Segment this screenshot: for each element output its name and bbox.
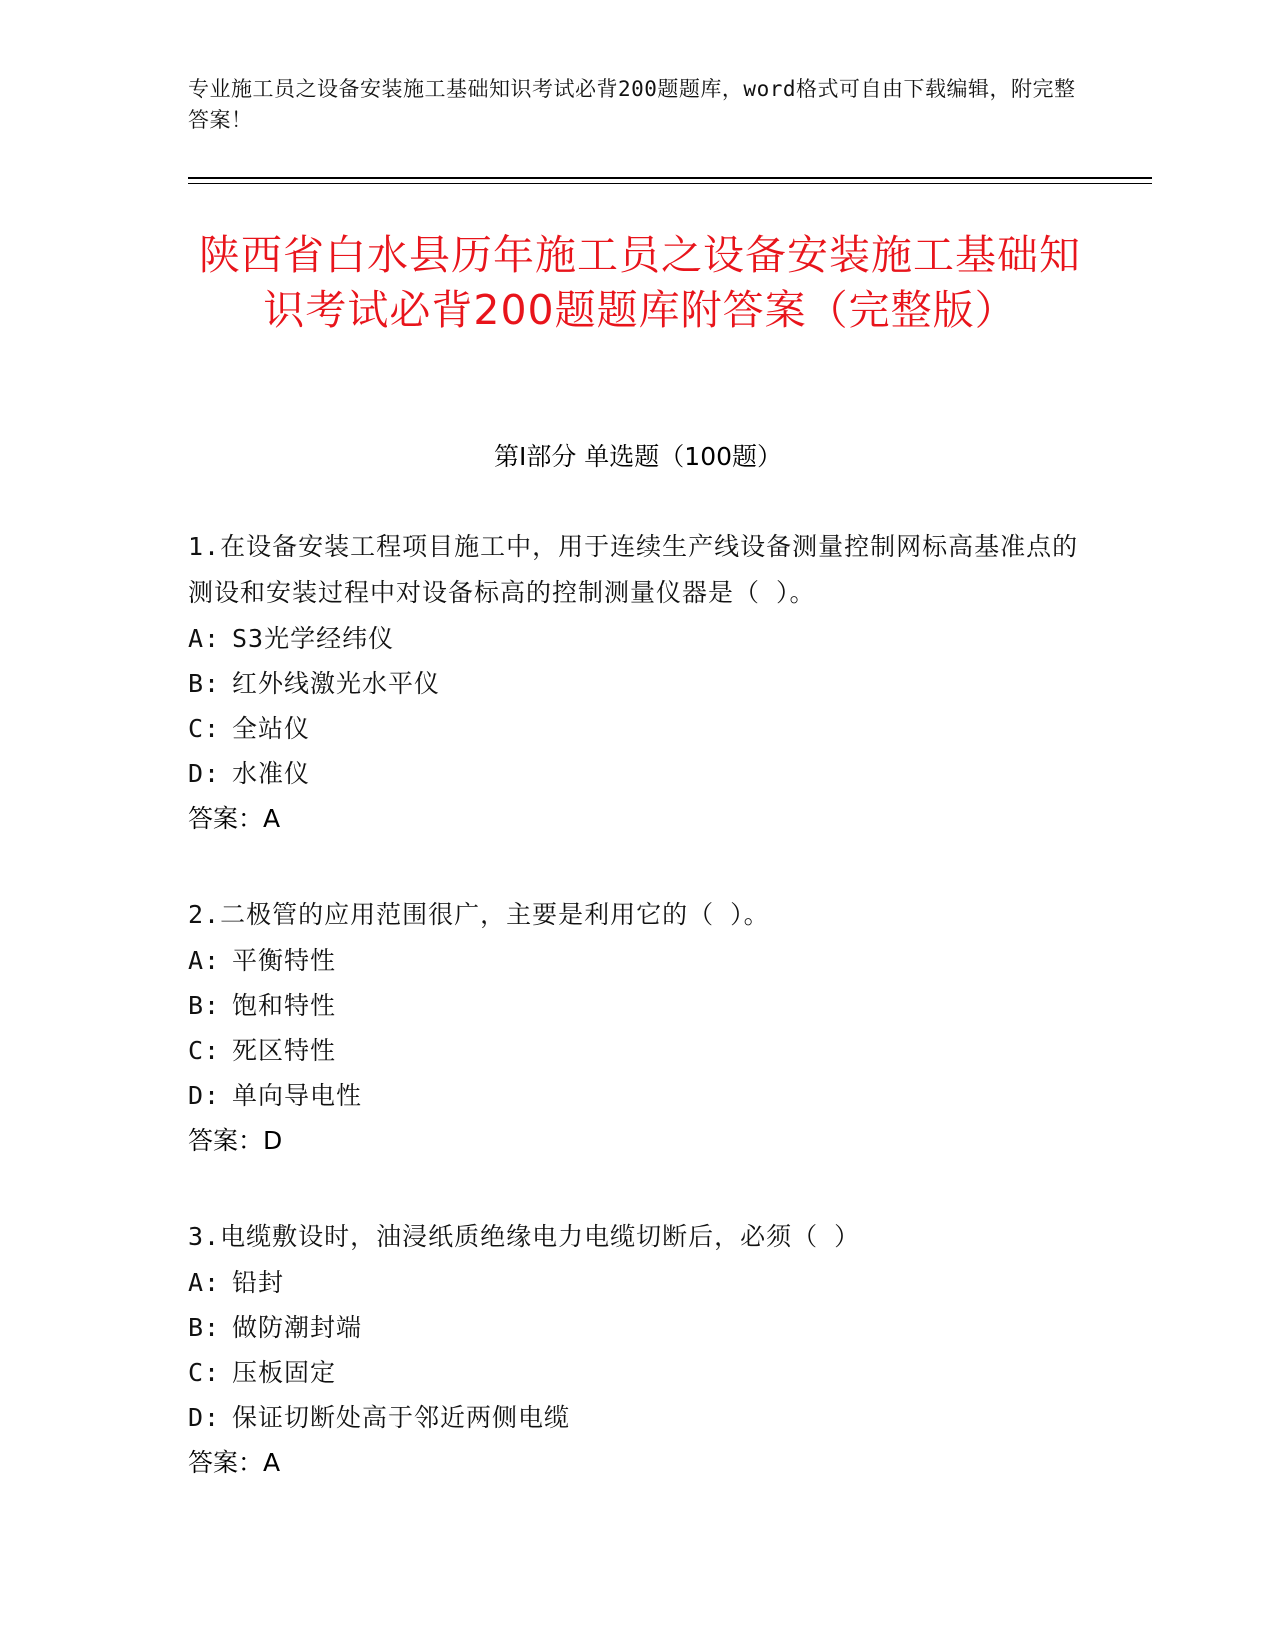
option-d xyxy=(188,1395,1088,1440)
option-text: S3光学经纬仪 xyxy=(232,624,395,653)
option-d xyxy=(188,1073,1088,1118)
option-letter: A: xyxy=(188,624,221,653)
option-text: 做防潮封端 xyxy=(232,1313,363,1342)
question-2 xyxy=(188,892,1088,1164)
header-note: 专业施工员之设备安装施工基础知识考试必背200题题库，word格式可自由下载编辑，附完整答案！ xyxy=(188,77,1076,132)
option-letter: B: xyxy=(188,669,221,698)
question-text: 1.在设备安装工程项目施工中，用于连续生产线设备测量控制网标高基准点的测设和安装过程中对设备标高的控制测量仪器是（ ）。 xyxy=(188,532,1079,607)
option-letter: D: xyxy=(188,759,221,788)
option-b xyxy=(188,661,1088,706)
question-text: 3.电缆敷设时，油浸纸质绝缘电力电缆切断后，必须（ ） xyxy=(188,1222,861,1251)
question-1 xyxy=(188,524,1088,842)
option-text: 全站仪 xyxy=(232,714,311,743)
option-letter: C: xyxy=(188,714,221,743)
option-text: 水准仪 xyxy=(232,759,311,788)
option-text: 平衡特性 xyxy=(232,946,337,975)
option-b xyxy=(188,1305,1088,1350)
answer-line: 答案：A xyxy=(188,804,281,833)
option-a xyxy=(188,938,1088,983)
question-list xyxy=(188,524,1088,1536)
document-title: 陕西省白水县历年施工员之设备安装施工基础知识考试必背200题题库附答案（完整版） xyxy=(199,231,1081,334)
option-letter: A: xyxy=(188,946,221,975)
option-text: 死区特性 xyxy=(232,1036,337,1065)
option-a xyxy=(188,616,1088,661)
option-text: 单向导电性 xyxy=(232,1081,363,1110)
option-c xyxy=(188,706,1088,751)
option-letter: A: xyxy=(188,1268,221,1297)
option-letter: D: xyxy=(188,1081,221,1110)
option-c xyxy=(188,1028,1088,1073)
option-c xyxy=(188,1350,1088,1395)
answer-line: 答案：A xyxy=(188,1448,281,1477)
option-text: 铅封 xyxy=(232,1268,285,1297)
option-letter: B: xyxy=(188,991,221,1020)
header-divider-thin xyxy=(188,183,1152,184)
option-text: 压板固定 xyxy=(232,1358,337,1387)
option-a xyxy=(188,1260,1088,1305)
option-letter: C: xyxy=(188,1036,221,1065)
option-letter: B: xyxy=(188,1313,221,1342)
option-text: 饱和特性 xyxy=(232,991,337,1020)
option-letter: D: xyxy=(188,1403,221,1432)
option-d xyxy=(188,751,1088,796)
section-heading: 第Ⅰ部分 单选题（100题） xyxy=(493,442,783,471)
option-b xyxy=(188,983,1088,1028)
option-text: 保证切断处高于邻近两侧电缆 xyxy=(232,1403,571,1432)
option-text: 红外线激光水平仪 xyxy=(232,669,441,698)
question-text: 2.二极管的应用范围很广，主要是利用它的（ ）。 xyxy=(188,900,770,929)
header-divider-thick xyxy=(188,177,1152,179)
option-letter: C: xyxy=(188,1358,221,1387)
answer-line: 答案：D xyxy=(188,1126,283,1155)
question-3 xyxy=(188,1214,1088,1486)
